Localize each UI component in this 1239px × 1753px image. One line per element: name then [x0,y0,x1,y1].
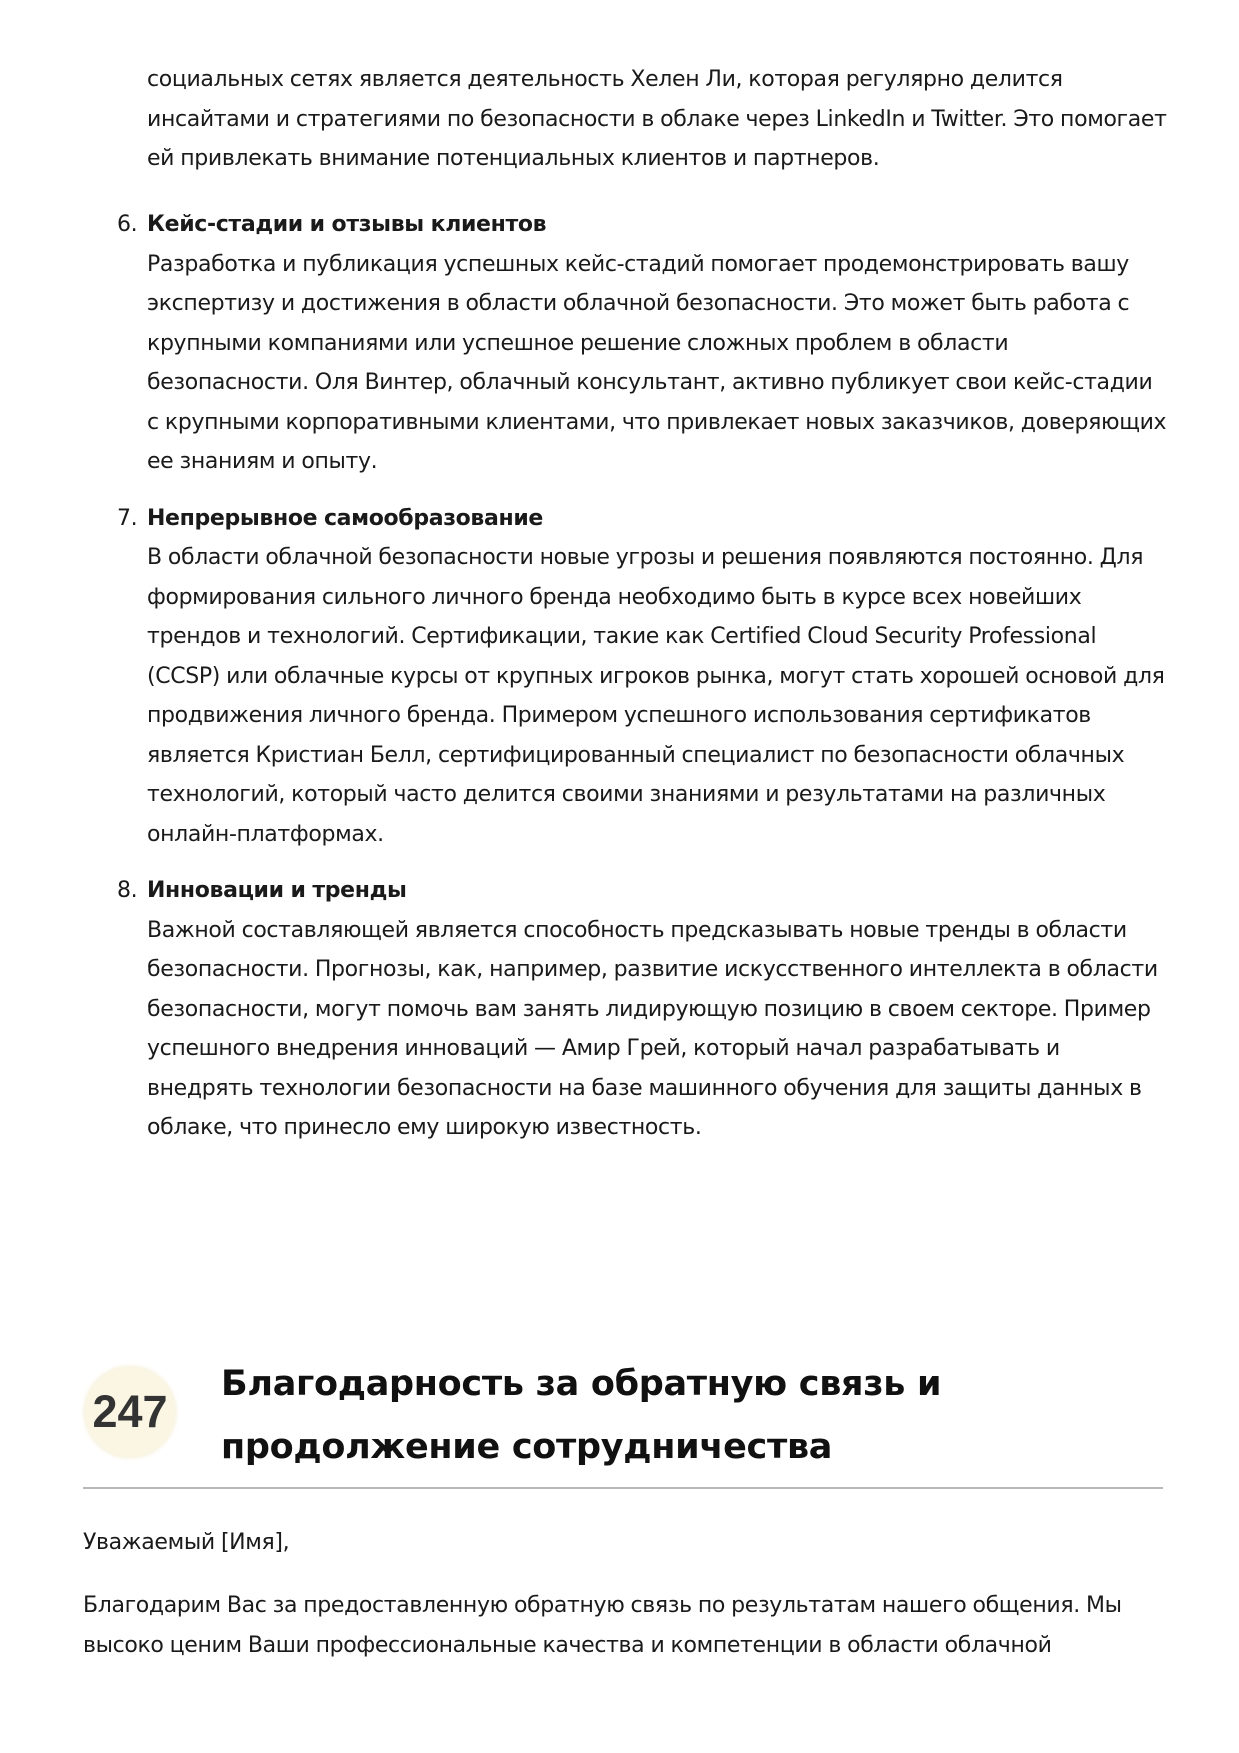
chapter-number-badge: 247 [85,1367,175,1457]
list-item [0,871,1239,1148]
list-item-number: 8. [117,878,138,903]
list-item-text: В области облачной безопасности новые угрозы и решения появляются постоянно. Для формирования сильного личного бренда необходимо быть в курсе всех новейших трендов и технологий. Сертификации, такие как Certified Cloud Security Professional (CCSP) или облачные курсы от крупных игроков рынка, могут стать хорошей основой для продвижения личного бренда. Примером успешного использования сертификатов является Кристиан Белл, сертифицированный специалист по безопасности облачных технологий, который часто делится своими знаниями и результатами на различных онлайн-платформах. [147,545,1165,847]
list-item [0,499,1239,855]
list-item-number: 6. [117,212,138,237]
list-item-content [147,871,1167,1148]
list-item-title: Инновации и тренды [147,878,407,903]
list-item-content [147,205,1167,482]
chapter-header [83,1353,1163,1489]
list-item [0,205,1239,482]
list-item-title: Кейс-стадии и отзывы клиентов [147,212,547,237]
chapter-title: Благодарность за обратную связь и продолжение сотрудничества [221,1364,942,1467]
list-item-content [147,499,1167,855]
numbered-list [0,205,1239,1165]
list-item-title: Непрерывное самообразование [147,505,543,531]
letter-greeting: Уважаемый [Имя], [83,1530,290,1555]
continued-paragraph: социальных сетях является деятельность Хелен Ли, которая регулярно делится инсайтами и стратегиями по безопасности в облаке через LinkedIn и Twitter. Это помогает ей привлекать внимание потенциальных клиентов и партнеров. [147,67,1167,171]
list-item-text: Разработка и публикация успешных кейс-стадий помогает продемонстрировать вашу экспертизу и достижения в области облачной безопасности. Это может быть работа с крупными компаниями или успешное решение сложных проблем в области безопасности. Оля Винтер, облачный консультант, активно публикует свои кейс-стадии с крупными корпоративными клиентами, что привлекает новых заказчиков, доверяющих ее знаниям и опыту. [147,251,1167,474]
list-item-text: Важной составляющей является способность предсказывать новые тренды в области безопасности. Прогнозы, как, например, развитие искусственного интеллекта в области безопасности, могут помочь вам занять лидирующую позицию в своем секторе. Пример успешного внедрения инноваций — Амир Грей, который начал разрабатывать и внедрять технологии безопасности на базе машинного обучения для защиты данных в облаке, что принесло ему широкую известность. [147,917,1158,1140]
list-item-number: 7. [117,505,138,531]
letter-paragraph: Благодарим Вас за предоставленную обратную связь по результатам нашего общения. Мы высоко ценим Ваши профессиональные качества и компетенции в области облачной [83,1593,1122,1658]
